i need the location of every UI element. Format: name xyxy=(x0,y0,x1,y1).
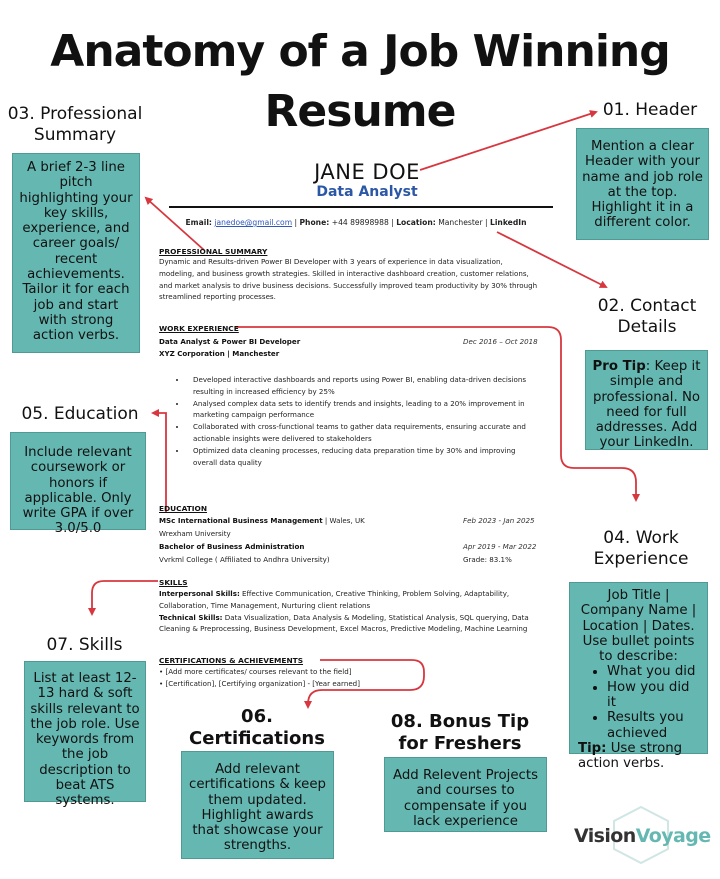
job-bullet xyxy=(187,421,545,445)
cert-item-text: [Certification], [Certifying organization] - [Year earned] xyxy=(165,678,360,688)
summary-box-text: A brief 2-3 line pitch highlighting your key skills, experience, and career goals/ recent achievements. Tailor it for each job and start with strong action verbs. xyxy=(19,160,133,344)
edu-degree-text: Bachelor of Business Administration xyxy=(159,542,305,551)
job-title-text: Data Analyst & Power BI Developer xyxy=(159,337,301,346)
logo-text-vision: Vision xyxy=(574,825,636,847)
contact-email-label: Email: xyxy=(185,218,212,227)
resume-summary xyxy=(159,256,555,303)
resume-skills xyxy=(159,588,555,635)
skills-interpersonal-label: Interpersonal Skills: xyxy=(159,589,240,598)
contact-phone-label: Phone: xyxy=(299,218,330,227)
arrow-education xyxy=(153,413,166,512)
job-company-text: XYZ Corporation | Manchester xyxy=(159,349,280,358)
contact-box-text: : Keep it simple and professional. No need for full addresses. Add your LinkedIn. xyxy=(592,359,701,451)
summary-heading xyxy=(0,104,150,146)
education-box xyxy=(10,432,146,537)
edu-degree-text: MSc International Business Management xyxy=(159,516,323,525)
contact-email-link[interactable]: janedoe@gmail.com xyxy=(214,218,293,227)
bonus-box xyxy=(384,757,547,832)
cert-item: • [Certification], [Certifying organization] - [Year earned] xyxy=(159,678,360,688)
header-box xyxy=(576,128,709,240)
job-bullet-line: • Analysed complex data sets to identify trends and insights, leading to a 20% improvement in xyxy=(193,398,525,408)
cert-item-text: [Add more certificates/ courses relevant to the field] xyxy=(165,667,352,676)
contact-separator: | xyxy=(482,218,490,227)
job-bullet xyxy=(187,374,545,398)
contact-heading xyxy=(582,296,712,338)
contact-separator: | xyxy=(388,218,397,227)
edu-dates-2: Apr 2019 - Mar 2022 xyxy=(463,542,537,551)
work-box-bullet: • Results you achieved xyxy=(607,710,702,741)
job-bullet-line: actionable insights were delivered to stakeholders xyxy=(193,433,372,443)
skills-line: Cleaning & Preprocessing, Business Development, Excel Macros, Predictive Modeling, Machine Learning xyxy=(159,624,528,634)
arrow-skills xyxy=(92,581,158,614)
bonus-heading xyxy=(385,711,535,755)
work-box-bullets xyxy=(607,664,702,740)
title-line-1: Anatomy of a Job Winning xyxy=(50,26,670,77)
logo-wordmark xyxy=(574,825,711,847)
contact-heading-line-2: Details xyxy=(617,317,677,337)
certifications-heading-line-1: 06. xyxy=(241,706,273,727)
job-bullet-line: • Developed interactive dashboards and reports using Power BI, enabling data-driven decisions xyxy=(193,375,527,384)
contact-box xyxy=(585,350,708,450)
resume-education-heading: EDUCATION xyxy=(159,504,208,513)
edu-dates-1: Feb 2023 - Jan 2025 xyxy=(463,516,535,525)
resume-skills-heading: SKILLS xyxy=(159,578,188,587)
work-heading xyxy=(576,528,706,570)
resume-job-dates: Dec 2016 – Oct 2018 xyxy=(463,337,538,346)
work-heading-line-1: 04. Work xyxy=(603,528,679,548)
job-bullet-line: marketing campaign performance xyxy=(193,410,315,420)
skills-heading xyxy=(22,635,147,656)
summary-box xyxy=(12,153,140,353)
cert-item: • [Add more certificates/ courses relevant to the field] xyxy=(159,667,352,676)
job-bullet xyxy=(187,445,545,469)
contact-linkedin-link[interactable]: LinkedIn xyxy=(489,218,527,227)
summary-line: and market analysis to drive business decisions. Successfully improved team productivity by 30% through xyxy=(159,280,538,290)
job-bullet-line: • Collaborated with cross-functional teams to gather data requirements, ensuring accurate and xyxy=(193,422,526,432)
resume-job-bullets xyxy=(175,374,545,468)
bonus-heading-line-2: for Freshers xyxy=(398,733,522,754)
skills-technical xyxy=(159,612,555,624)
resume-role: Data Analyst xyxy=(316,184,418,200)
edu-school-1: Wrexham University xyxy=(159,529,231,538)
skills-line: Data Visualization, Data Analysis & Modeling, Statistical Analysis, SQL querying, Data xyxy=(222,612,529,622)
work-heading-line-2: Experience xyxy=(593,549,689,569)
title-line-2: Resume xyxy=(264,86,456,137)
summary-heading-line-2: Summary xyxy=(33,125,117,145)
summary-line: Dynamic and Results-driven Power BI Developer with 3 years of experience in data visualization, xyxy=(159,257,503,266)
job-bullet-line: resulting in increased efficiency by 25% xyxy=(193,386,335,396)
skills-heading-line: 07. Skills xyxy=(46,635,123,655)
work-tip-text: Use strong action verbs. xyxy=(578,740,683,772)
header-box-text: Mention a clear Header with your name and job role at the top. Highlight it in a different color. xyxy=(582,139,703,231)
resume-certs xyxy=(159,666,360,690)
certifications-box xyxy=(181,751,334,859)
edu-place: | Wales, UK xyxy=(322,516,365,525)
contact-tip-label: Pro Tip xyxy=(592,359,646,374)
edu-grade-2: Grade: 83.1% xyxy=(463,555,512,564)
summary-line: streamlined reporting processes. xyxy=(159,292,276,302)
contact-location: Manchester xyxy=(438,218,483,227)
resume-work-heading: WORK EXPERIENCE xyxy=(159,324,239,333)
work-box xyxy=(569,582,708,772)
visionvoyage-logo xyxy=(574,805,709,865)
edu-degree-1 xyxy=(159,515,365,527)
skills-technical-label: Technical Skills: xyxy=(159,612,223,622)
resume-divider xyxy=(169,206,553,208)
resume-job-company xyxy=(159,348,279,360)
resume-contact-line xyxy=(157,218,555,228)
skills-line: Collaboration, Time Management, Nurturing client relations xyxy=(159,600,371,610)
resume-name: JANE DOE xyxy=(314,160,420,184)
contact-separator: | xyxy=(292,218,300,227)
header-heading xyxy=(590,100,710,121)
skills-interpersonal xyxy=(159,588,555,600)
education-heading-line: 05. Education xyxy=(21,404,139,424)
work-box-tip xyxy=(575,741,702,772)
contact-location-label: Location: xyxy=(396,218,436,227)
resume-cert-heading: CERTIFICATIONS & ACHIEVEMENTS xyxy=(159,656,304,665)
skills-box xyxy=(24,661,146,809)
logo-text-voyage: Voyage xyxy=(635,825,711,847)
education-heading xyxy=(10,404,150,425)
bonus-heading-line-1: 08. Bonus Tip xyxy=(390,711,530,732)
work-box-text: Job Title | Company Name | Location | Dates. Use bullet points to describe: xyxy=(580,588,697,665)
work-box-bullet: • How you did it xyxy=(607,680,702,711)
job-bullet xyxy=(187,398,545,422)
contact-heading-line-1: 02. Contact xyxy=(597,296,697,316)
edu-school-2: Vvrkml College ( Affiliated to Andhra University) xyxy=(159,555,330,564)
skills-line: Effective Communication, Creative Thinking, Problem Solving, Adaptability, xyxy=(239,589,510,598)
bonus-box-text: Add Relevent Projects and courses to compensate if you lack experience xyxy=(392,768,538,829)
work-tip-label: Tip: xyxy=(578,740,607,756)
education-box-text: Include relevant coursework or honors if applicable. Only write GPA if over 3.0/5.0 xyxy=(22,445,134,537)
contact-phone: +44 89898988 xyxy=(331,218,389,227)
work-box-bullet: • What you did xyxy=(607,664,702,679)
certifications-box-text: Add relevant certifications & keep them updated. Highlight awards that showcase your strengths. xyxy=(189,762,326,854)
skills-box-text: List at least 12-13 hard & soft skills relevant to the job role. Use keywords from the job description to beat ATS systems. xyxy=(30,671,140,809)
job-bullet-line: • Optimized data cleaning processes, reducing data preparation time by 30% and improving xyxy=(193,445,516,455)
certifications-heading-line-2: Certifications xyxy=(189,728,325,749)
summary-line: modeling, and business growth strategies. Skilled in interactive dashboard creation, customer relations, xyxy=(159,268,529,278)
summary-heading-line-1: 03. Professional xyxy=(7,104,143,124)
resume-job-title xyxy=(159,336,300,348)
resume-summary-heading: PROFESSIONAL SUMMARY xyxy=(159,247,268,256)
header-heading-line: 01. Header xyxy=(602,100,698,120)
job-bullet-line: overall data quality xyxy=(193,457,262,467)
certifications-heading xyxy=(182,706,332,750)
edu-degree-2 xyxy=(159,541,304,553)
